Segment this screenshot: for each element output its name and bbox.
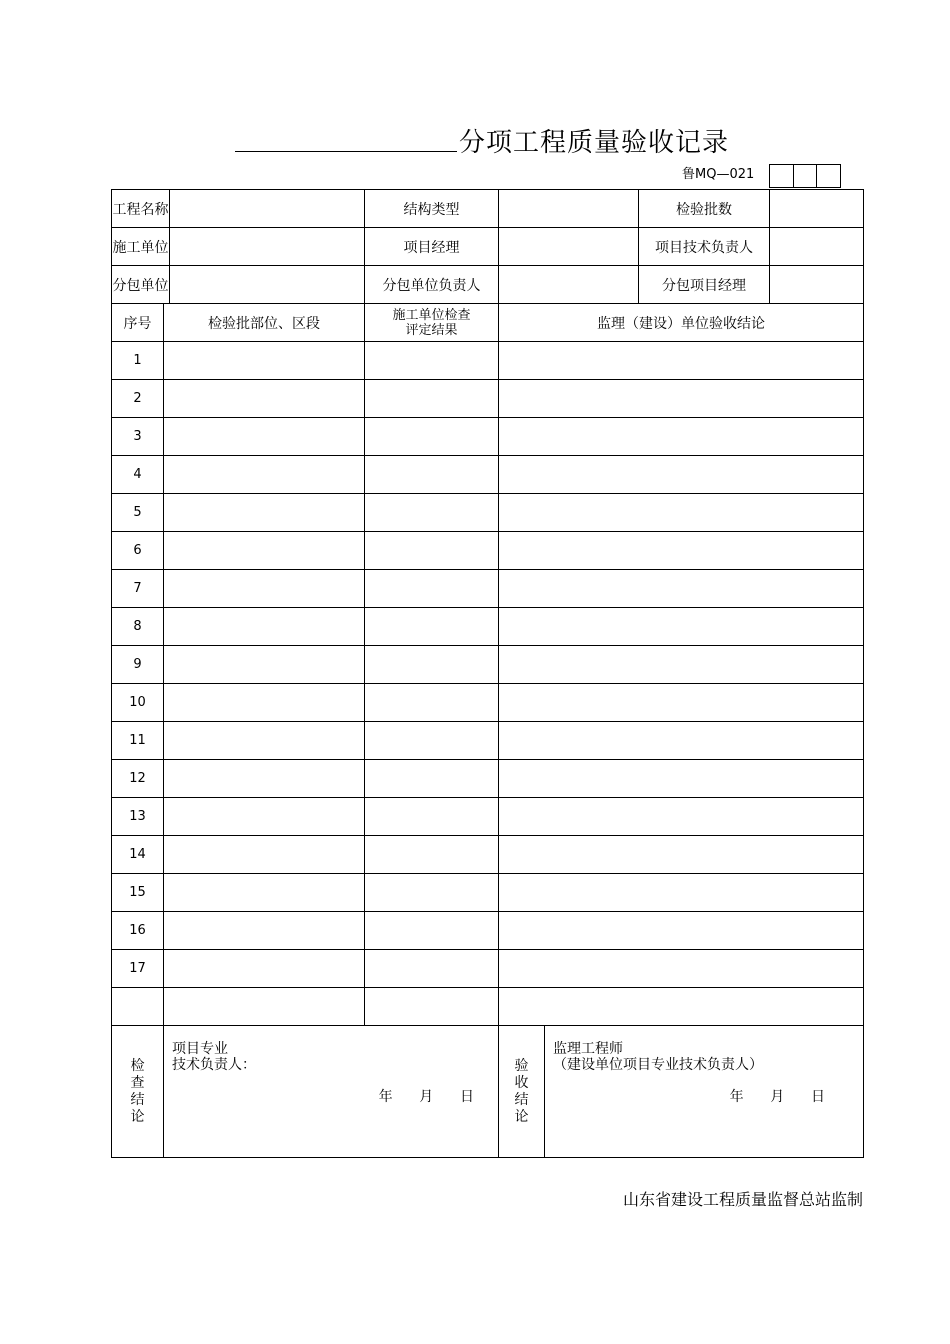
supervision-cell[interactable] <box>499 456 864 494</box>
structure-type-field[interactable] <box>499 190 639 228</box>
location-cell[interactable] <box>164 798 365 836</box>
left-sign-line1: 项目专业 <box>172 1041 228 1057</box>
left-signature-area[interactable] <box>164 1026 499 1158</box>
col-location-header: 检验批部位、区段 <box>164 304 365 342</box>
code-box[interactable] <box>816 164 841 188</box>
supervision-cell[interactable] <box>499 532 864 570</box>
contractor-label: 施工单位 <box>112 228 170 266</box>
table-row <box>112 760 864 798</box>
seq-cell: 5 <box>112 494 164 532</box>
table-row <box>112 836 864 874</box>
seq-cell: 11 <box>112 722 164 760</box>
location-cell[interactable] <box>164 418 365 456</box>
right-sign-line1: 监理工程师 <box>553 1041 623 1057</box>
project-manager-label: 项目经理 <box>365 228 499 266</box>
table-row <box>112 912 864 950</box>
date-year: 年 <box>378 1089 393 1105</box>
supervision-cell[interactable] <box>499 912 864 950</box>
table-row <box>112 494 864 532</box>
sub-pm-field[interactable] <box>770 266 864 304</box>
seq-cell: 17 <box>112 950 164 988</box>
supervision-cell[interactable] <box>499 684 864 722</box>
location-cell[interactable] <box>164 950 365 988</box>
table-row <box>112 532 864 570</box>
left-label-char: 结 <box>130 1092 145 1108</box>
location-cell[interactable] <box>164 532 365 570</box>
supervision-cell[interactable] <box>499 418 864 456</box>
location-cell[interactable] <box>164 760 365 798</box>
check-result-cell[interactable] <box>365 874 499 912</box>
seq-cell: 8 <box>112 608 164 646</box>
right-conclusion-label <box>499 1026 545 1158</box>
location-cell[interactable] <box>164 380 365 418</box>
page-title: 分项工程质量验收记录 <box>459 128 730 158</box>
seq-cell: 6 <box>112 532 164 570</box>
check-result-cell[interactable] <box>365 950 499 988</box>
supervision-cell[interactable] <box>499 836 864 874</box>
table-row <box>112 342 864 380</box>
project-name-label: 工程名称 <box>112 190 170 228</box>
col-supervision-header: 监理（建设）单位验收结论 <box>499 304 864 342</box>
seq-cell: 10 <box>112 684 164 722</box>
supervision-cell[interactable] <box>499 874 864 912</box>
location-cell[interactable] <box>164 684 365 722</box>
table-row <box>112 950 864 988</box>
location-cell[interactable] <box>164 608 365 646</box>
check-result-cell[interactable] <box>365 912 499 950</box>
location-cell[interactable] <box>164 570 365 608</box>
code-box[interactable] <box>793 164 817 188</box>
seq-cell: 2 <box>112 380 164 418</box>
table-row <box>112 608 864 646</box>
table-row <box>112 380 864 418</box>
batch-count-field[interactable] <box>770 190 864 228</box>
subcontractor-field[interactable] <box>170 266 365 304</box>
supervision-cell[interactable] <box>499 722 864 760</box>
location-cell[interactable] <box>164 722 365 760</box>
check-result-cell[interactable] <box>365 342 499 380</box>
check-result-cell[interactable] <box>365 494 499 532</box>
tech-lead-field[interactable] <box>770 228 864 266</box>
right-conclusion-vertical <box>515 1058 529 1126</box>
date-month: 月 <box>770 1089 785 1105</box>
sub-lead-field[interactable] <box>499 266 639 304</box>
location-cell[interactable] <box>164 494 365 532</box>
table-row <box>112 418 864 456</box>
table-row <box>112 874 864 912</box>
right-label-char: 论 <box>514 1109 529 1125</box>
subcontractor-label: 分包单位 <box>112 266 170 304</box>
date-day: 日 <box>811 1089 825 1105</box>
check-result-cell[interactable] <box>365 532 499 570</box>
seq-cell: 15 <box>112 874 164 912</box>
right-label-char: 验 <box>514 1058 529 1074</box>
table-row <box>112 684 864 722</box>
left-label-char: 检 <box>130 1058 145 1074</box>
check-result-cell[interactable] <box>365 570 499 608</box>
project-manager-field[interactable] <box>499 228 639 266</box>
structure-type-label: 结构类型 <box>365 190 499 228</box>
supervision-cell[interactable] <box>499 760 864 798</box>
table-row <box>112 456 864 494</box>
left-conclusion-vertical <box>131 1058 145 1126</box>
left-label-char: 查 <box>130 1075 145 1091</box>
project-name-field[interactable] <box>170 190 365 228</box>
location-cell[interactable] <box>164 646 365 684</box>
code-box[interactable] <box>769 164 793 188</box>
supervision-cell[interactable] <box>499 988 864 1026</box>
check-result-cell[interactable] <box>365 456 499 494</box>
check-result-cell[interactable] <box>365 836 499 874</box>
supervision-cell[interactable] <box>499 380 864 418</box>
code-boxes <box>769 164 841 188</box>
check-result-cell[interactable] <box>365 608 499 646</box>
date-day: 日 <box>460 1089 474 1105</box>
title-blank-line[interactable] <box>235 151 457 152</box>
location-cell[interactable] <box>164 456 365 494</box>
supervision-cell[interactable] <box>499 646 864 684</box>
location-cell[interactable] <box>164 988 365 1026</box>
location-cell[interactable] <box>164 912 365 950</box>
col-check-result-line1: 施工单位检查 <box>392 307 471 323</box>
left-date <box>172 1089 474 1105</box>
tech-lead-label: 项目技术负责人 <box>639 228 770 266</box>
supervision-cell[interactable] <box>499 342 864 380</box>
seq-cell: 1 <box>112 342 164 380</box>
left-sign-line2: 技术负责人： <box>172 1057 256 1073</box>
table-row <box>112 798 864 836</box>
right-date <box>553 1089 825 1105</box>
check-result-cell[interactable] <box>365 646 499 684</box>
table-row <box>112 570 864 608</box>
batch-count-label: 检验批数 <box>639 190 770 228</box>
seq-cell: 4 <box>112 456 164 494</box>
table-row <box>112 722 864 760</box>
seq-cell: 9 <box>112 646 164 684</box>
check-result-cell[interactable] <box>365 722 499 760</box>
check-result-cell[interactable] <box>365 760 499 798</box>
sub-pm-label: 分包项目经理 <box>639 266 770 304</box>
check-result-cell[interactable] <box>365 418 499 456</box>
seq-cell: 12 <box>112 760 164 798</box>
left-conclusion-label <box>112 1026 164 1158</box>
check-result-cell[interactable] <box>365 684 499 722</box>
left-label-char: 论 <box>130 1109 145 1125</box>
inspection-table <box>111 189 864 1158</box>
supervision-cell[interactable] <box>499 494 864 532</box>
seq-cell: 14 <box>112 836 164 874</box>
seq-cell: 3 <box>112 418 164 456</box>
location-cell[interactable] <box>164 836 365 874</box>
check-result-cell[interactable] <box>365 380 499 418</box>
location-cell[interactable] <box>164 874 365 912</box>
supervision-cell[interactable] <box>499 798 864 836</box>
col-check-result-line2: 评定结果 <box>405 322 458 338</box>
contractor-field[interactable] <box>170 228 365 266</box>
seq-cell: 13 <box>112 798 164 836</box>
supervision-cell[interactable] <box>499 608 864 646</box>
table-row <box>112 646 864 684</box>
date-year: 年 <box>729 1089 744 1105</box>
supervision-cell[interactable] <box>499 950 864 988</box>
supervision-cell[interactable] <box>499 570 864 608</box>
check-result-cell[interactable] <box>365 988 499 1026</box>
sub-lead-label: 分包单位负责人 <box>365 266 499 304</box>
right-sign-line2: （建设单位项目专业技术负责人） <box>553 1057 763 1073</box>
seq-cell[interactable] <box>112 988 164 1026</box>
location-cell[interactable] <box>164 342 365 380</box>
check-result-cell[interactable] <box>365 798 499 836</box>
right-signature-area[interactable] <box>545 1026 864 1158</box>
seq-cell: 16 <box>112 912 164 950</box>
right-label-char: 收 <box>514 1075 529 1091</box>
form-code: 鲁MQ—021 <box>682 167 755 182</box>
right-label-char: 结 <box>514 1092 529 1108</box>
footer-issuer: 山东省建设工程质量监督总站监制 <box>622 1190 863 1209</box>
seq-cell: 7 <box>112 570 164 608</box>
col-check-result-header <box>365 304 499 342</box>
col-seq-header: 序号 <box>112 304 164 342</box>
date-month: 月 <box>419 1089 434 1105</box>
table-row <box>112 988 864 1026</box>
